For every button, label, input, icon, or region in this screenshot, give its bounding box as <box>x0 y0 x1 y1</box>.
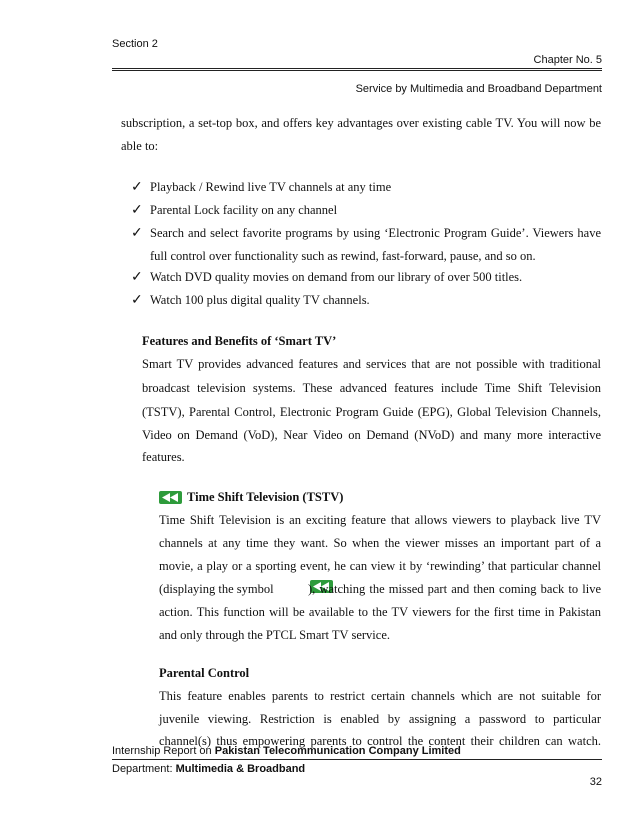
bullet-item: Watch 100 plus digital quality TV channels. <box>150 293 370 307</box>
features-paragraph-line: Video on Demand (VoD), Near Video on Demand (NVoD) and many more interactive <box>142 428 601 442</box>
checkmark-icon: ✓ <box>131 226 143 241</box>
department-title: Service by Multimedia and Broadband Department <box>355 83 602 95</box>
header-rule <box>112 68 602 69</box>
intro-line: able to: <box>121 139 159 153</box>
parental-heading: Parental Control <box>159 666 250 680</box>
footer-report-line <box>112 745 461 757</box>
intro-line: subscription, a set-top box, and offers key advantages over existing cable TV. You will now be <box>121 116 601 130</box>
rewind-icon <box>159 491 182 504</box>
bullet-item: Watch DVD quality movies on demand from our library of over 500 titles. <box>150 270 523 284</box>
bullet-item: Parental Lock facility on any channel <box>150 203 338 217</box>
footer-rule <box>112 759 602 760</box>
parental-paragraph-line: channel(s) thus empowering parents to control the content their children can watch. <box>159 734 601 748</box>
tstv-heading: Time Shift Television (TSTV) <box>187 490 344 504</box>
bullet-item-continued: full control over functionality such as rewind, fast-forward, pause, and so on. <box>150 249 536 263</box>
footer-company: Pakistan Telecommunication Company Limited <box>214 745 461 757</box>
checkmark-icon: ✓ <box>131 270 143 285</box>
footer-dept-label: Department: <box>112 763 173 775</box>
features-paragraph-line: Smart TV provides advanced features and services that are not possible with traditional <box>142 357 601 371</box>
tstv-paragraph-line: and only through the PTCL Smart TV service. <box>159 628 390 642</box>
features-paragraph-line: (TSTV), Parental Control, Electronic Program Guide (EPG), Global Television Channels, <box>142 405 601 419</box>
section-label: Section 2 <box>112 38 158 50</box>
footer-dept-value: Multimedia & Broadband <box>175 763 306 775</box>
bullet-item: Search and select favorite programs by using ‘Electronic Program Guide’. Viewers have <box>150 226 601 240</box>
features-paragraph-line: features. <box>142 450 185 464</box>
footer-department-line <box>112 763 305 775</box>
features-heading: Features and Benefits of ‘Smart TV’ <box>142 334 337 348</box>
tstv-symbol-text-before: (displaying the symbol <box>159 582 274 596</box>
tstv-paragraph-line: Time Shift Television is an exciting feature that allows viewers to playback live TV <box>159 513 601 527</box>
header-rule-2 <box>112 70 602 71</box>
features-paragraph-line: broadcast television systems. These advanced features include Time Shift Television <box>142 381 601 395</box>
checkmark-icon: ✓ <box>131 293 143 308</box>
checkmark-icon: ✓ <box>131 180 143 195</box>
footer-report-label: Internship Report on <box>112 745 212 757</box>
tstv-symbol-text-after: ), watching the missed part and then coming back to live <box>308 582 601 596</box>
chapter-label: Chapter No. 5 <box>533 54 602 66</box>
parental-paragraph-line: This feature enables parents to restrict certain channels which are not suitable for <box>159 689 601 703</box>
bullet-item: Playback / Rewind live TV channels at any time <box>150 180 392 194</box>
page-number: 32 <box>589 776 602 788</box>
tstv-paragraph-line: movie, a play or a sporting event, he can view it by ‘rewinding’ that particular channel <box>159 559 601 573</box>
parental-paragraph-line: juvenile viewing. Restriction is enabled by assigning a password to particular <box>159 712 601 726</box>
checkmark-icon: ✓ <box>131 203 143 218</box>
tstv-paragraph-line: action. This function will be available to the TV viewers for the first time in Pakistan <box>159 605 601 619</box>
tstv-paragraph-line: channels at any time they want. So when the viewer misses an important part of a <box>159 536 601 550</box>
